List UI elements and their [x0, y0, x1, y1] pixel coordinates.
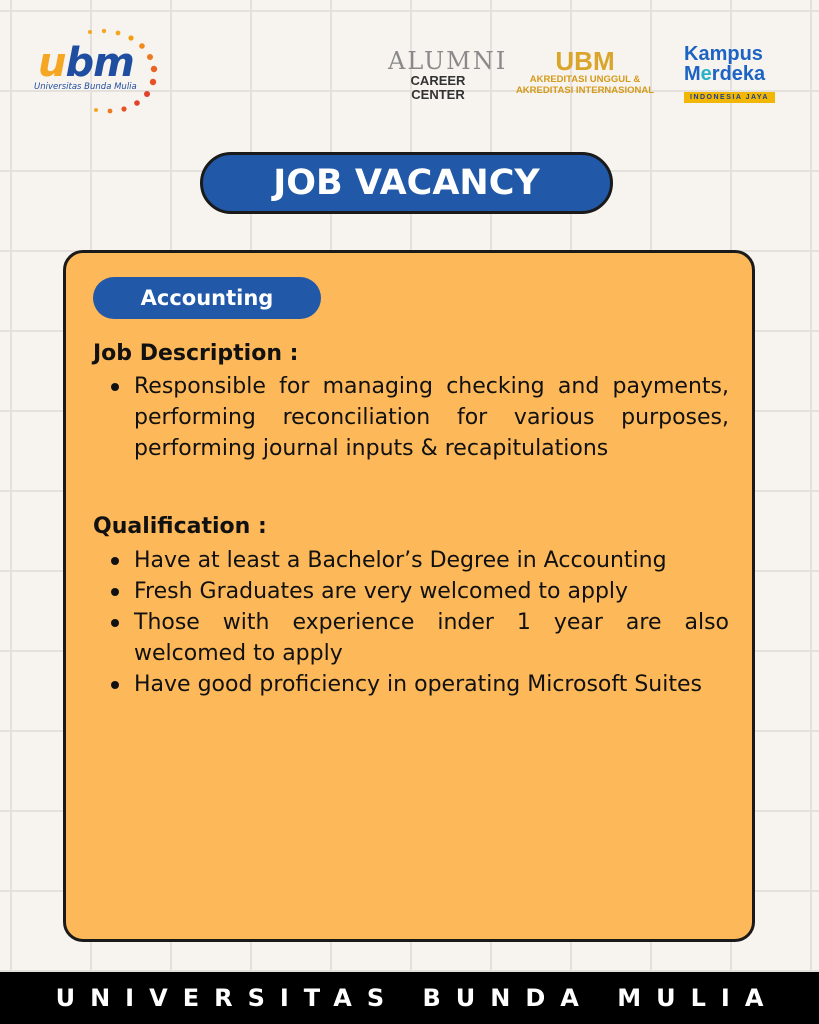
- accreditation-logo: [504, 48, 666, 96]
- position-title: Accounting: [140, 286, 274, 310]
- footer-bar: [0, 972, 819, 1024]
- bullet-icon: [111, 619, 119, 627]
- bullet-icon: [111, 383, 119, 391]
- bullet-icon: [111, 557, 119, 565]
- bullet-icon: [111, 588, 119, 596]
- kampus-merdeka-line-3: INDONESIA JAYA: [684, 92, 775, 103]
- accreditation-title: UBM: [555, 46, 615, 76]
- kampus-merdeka-logo: [684, 44, 794, 103]
- list-item: Responsible for managing checking and payments, performing reconciliation for various purposes, performing journal inputs & recapitulations: [93, 371, 729, 464]
- alumni-title: ALUMNI: [388, 47, 508, 75]
- accreditation-line-1: AKREDITASI UNGGUL &: [529, 74, 641, 85]
- ubm-subtitle: Universitas Bunda Mulia: [34, 82, 137, 92]
- position-badge: [93, 277, 321, 319]
- job-description-list: [93, 371, 729, 464]
- qualification-heading: Qualification :: [93, 514, 267, 539]
- list-item: Have good proficiency in operating Microsoft Suites: [93, 669, 729, 700]
- bullet-icon: [111, 681, 119, 689]
- ubm-wordmark: ubm: [38, 40, 134, 86]
- list-item: Fresh Graduates are very welcomed to apply: [93, 576, 729, 607]
- ubm-logo: [30, 28, 160, 114]
- alumni-career-center-logo: [388, 47, 508, 102]
- list-item: Have at least a Bachelor’s Degree in Accounting: [93, 545, 729, 576]
- accreditation-line-2: AKREDITASI INTERNASIONAL: [515, 85, 655, 96]
- kampus-merdeka-line-2: Merdeka: [684, 63, 766, 85]
- alumni-subtitle: CAREER CENTER: [410, 73, 466, 102]
- page-title: JOB VACANCY: [273, 163, 540, 203]
- kampus-merdeka-line-1: Kampus: [684, 43, 763, 65]
- job-description-heading: Job Description :: [93, 341, 299, 366]
- job-vacancy-banner: [200, 152, 613, 214]
- vacancy-card: [63, 250, 755, 942]
- qualification-list: [93, 545, 729, 700]
- footer-text: UNIVERSITAS BUNDA MULIA: [55, 984, 779, 1012]
- list-item: Those with experience inder 1 year are also welcomed to apply: [93, 607, 729, 669]
